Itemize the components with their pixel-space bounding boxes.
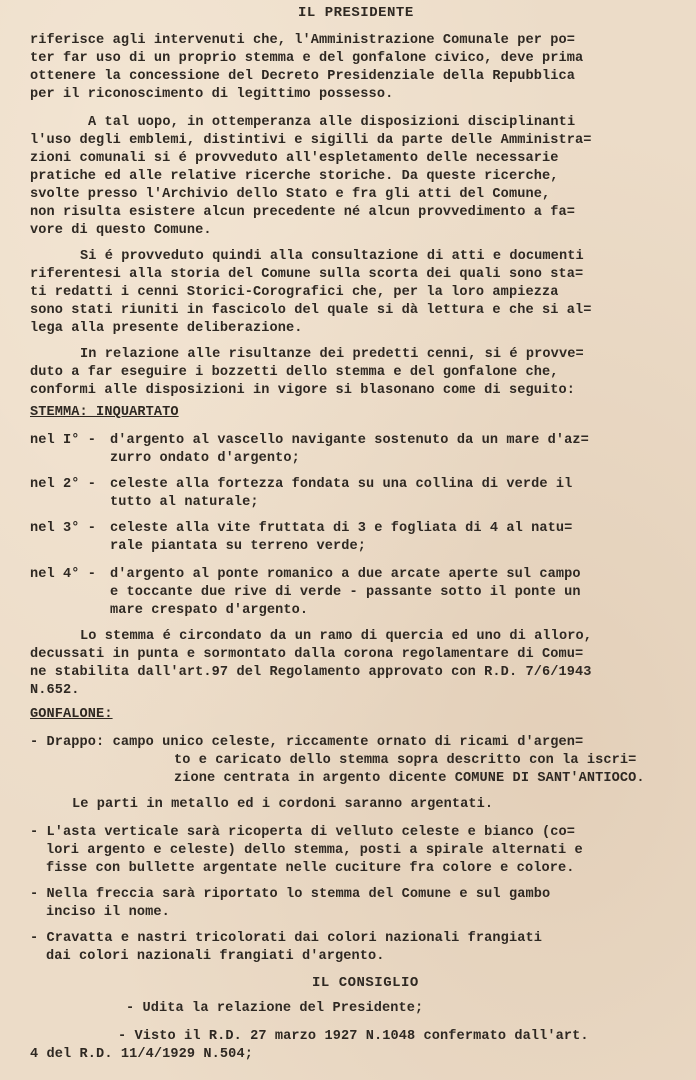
p1-line-1: riferisce agli intervenuti che, l'Amministrazione Comunale per po= — [30, 33, 575, 48]
quarter-3-label: nel 3° - — [30, 521, 97, 536]
p4-line-2: duto a far eseguire i bozzetti dello stemma e del gonfalone che, — [30, 365, 559, 380]
freccia-line-2: inciso il nome. — [46, 905, 170, 920]
drappo-line-1: - Drappo: campo unico celeste, riccamente ornato di ricami d'argen= — [30, 735, 584, 750]
quarter-2-line-1: celeste alla fortezza fondata su una collina di verde il — [110, 477, 573, 492]
visto-line-1: - Visto il R.D. 27 marzo 1927 N.1048 confermato dall'art. — [118, 1029, 589, 1044]
p4-line-1: In relazione alle risultanze dei predetti cenni, si é provve= — [80, 347, 584, 362]
freccia-line-1: - Nella freccia sarà riportato lo stemma del Comune e sul gambo — [30, 887, 551, 902]
metal-line: Le parti in metallo ed i cordoni saranno argentati. — [72, 797, 494, 812]
p2-line-4: pratiche ed alle relative ricerche storiche. Da queste ricerche, — [30, 169, 559, 184]
quarter-1-label: nel I° - — [30, 433, 97, 448]
p5-line-2: decussati in punta e sormontato dalla corona regolamentare di Comu= — [30, 647, 584, 662]
quarter-1-line-2: zurro ondato d'argento; — [110, 451, 300, 466]
udita-line: - Udita la relazione del Presidente; — [126, 1001, 424, 1016]
p3-line-2: riferentesi alla storia del Comune sulla scorta dei quali sono sta= — [30, 267, 584, 282]
drappo-line-2: to e caricato dello stemma sopra descritto con la iscri= — [174, 753, 637, 768]
p2-line-3: zioni comunali si é provveduto all'espletamento delle necessarie — [30, 151, 559, 166]
p5-line-4: N.652. — [30, 683, 80, 698]
p1-line-2: ter far uso di un proprio stemma e del gonfalone civico, deve prima — [30, 51, 584, 66]
asta-line-3: fisse con bullette argentate nelle cuciture fra colore e colore. — [46, 861, 575, 876]
p3-line-3: ti redatti i cenni Storici-Corografici che, per la loro ampiezza — [30, 285, 559, 300]
p4-line-3: conformi alle disposizioni in vigore si blasonano come di seguito: — [30, 383, 575, 398]
asta-line-2: lori argento e celeste) dello stemma, posti a spirale alternati e — [46, 843, 583, 858]
p1-line-4: per il riconoscimento di legittimo possesso. — [30, 87, 394, 102]
asta-line-1: - L'asta verticale sarà ricoperta di velluto celeste e bianco (co= — [30, 825, 575, 840]
quarter-1-line-1: d'argento al vascello navigante sostenuto da un mare d'az= — [110, 433, 589, 448]
p3-line-5: lega alla presente deliberazione. — [30, 321, 303, 336]
stemma-heading: STEMMA: INQUARTATO — [30, 405, 179, 420]
p2-line-6: non risulta esistere alcun precedente né alcun provvedimento a fa= — [30, 205, 575, 220]
p2-line-1: A tal uopo, in ottemperanza alle disposizioni disciplinanti — [88, 115, 576, 130]
quarter-3-line-1: celeste alla vite fruttata di 3 e fogliata di 4 al natu= — [110, 521, 573, 536]
visto-line-2: 4 del R.D. 11/4/1929 N.504; — [30, 1047, 253, 1062]
cravatta-line-2: dai colori nazionali frangiati d'argento. — [46, 949, 385, 964]
quarter-3-line-2: rale piantata su terreno verde; — [110, 539, 366, 554]
quarter-4-line-2: e toccante due rive di verde - passante sotto il ponte un — [110, 585, 581, 600]
quarter-4-line-3: mare crespato d'argento. — [110, 603, 309, 618]
p2-line-7: vore di questo Comune. — [30, 223, 212, 238]
quarter-4-line-1: d'argento al ponte romanico a due arcate aperte sul campo — [110, 567, 581, 582]
cravatta-line-1: - Cravatta e nastri tricolorati dai colori nazionali frangiati — [30, 931, 542, 946]
quarter-2-line-2: tutto al naturale; — [110, 495, 259, 510]
p2-line-2: l'uso degli emblemi, distintivi e sigilli da parte delle Amministra= — [30, 133, 592, 148]
gonfalone-heading: GONFALONE: — [30, 707, 113, 722]
p5-line-1: Lo stemma é circondato da un ramo di quercia ed uno di alloro, — [80, 629, 592, 644]
quarter-2-label: nel 2° - — [30, 477, 97, 492]
consiglio-heading: IL CONSIGLIO — [312, 975, 419, 991]
header-title: IL PRESIDENTE — [298, 5, 414, 21]
drappo-line-3: zione centrata in argento dicente COMUNE DI SANT'ANTIOCO. — [174, 771, 645, 786]
p3-line-1: Si é provveduto quindi alla consultazione di atti e documenti — [80, 249, 584, 264]
quarter-4-label: nel 4° - — [30, 567, 97, 582]
p3-line-4: sono stati riuniti in fascicolo del quale si dà lettura e che si al= — [30, 303, 592, 318]
p1-line-3: ottenere la concessione del Decreto Presidenziale della Repubblica — [30, 69, 575, 84]
p2-line-5: svolte presso l'Archivio dello Stato e fra gli atti del Comune, — [30, 187, 551, 202]
p5-line-3: ne stabilita dall'art.97 del Regolamento approvato con R.D. 7/6/1943 — [30, 665, 592, 680]
